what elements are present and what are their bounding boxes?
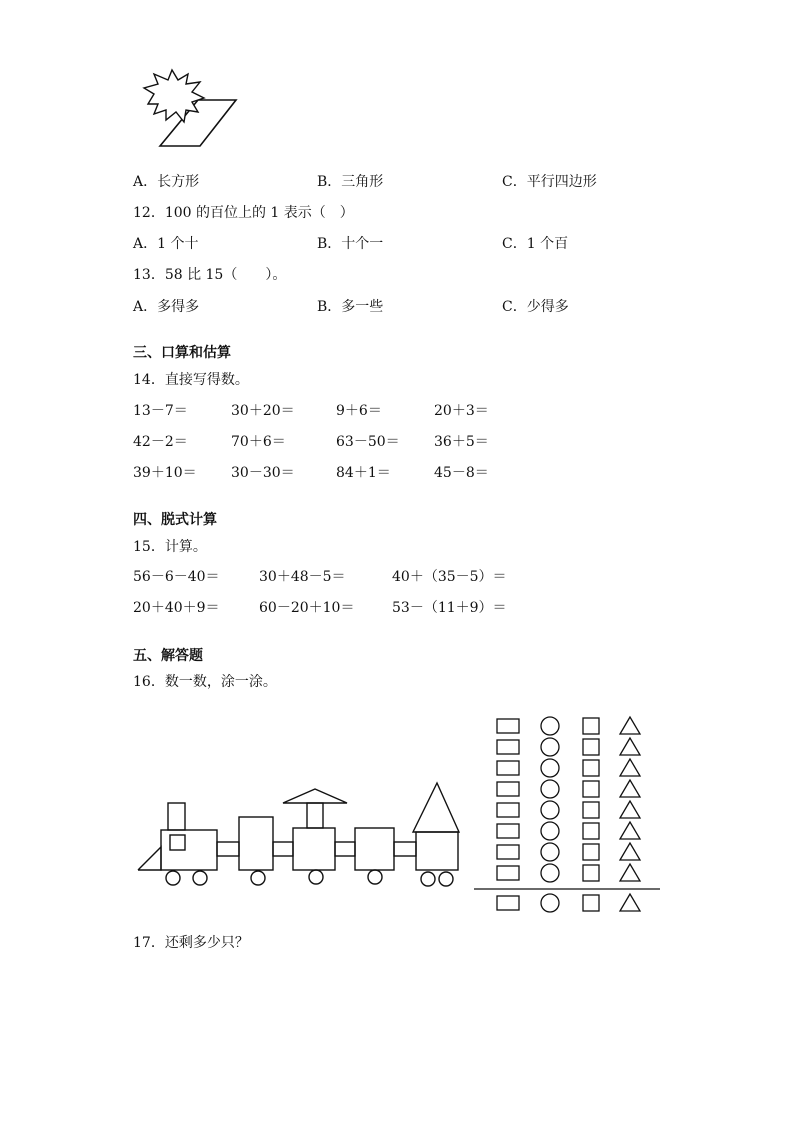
q17-stem: 17．还剩多少只？ xyxy=(133,935,249,951)
q15-cell: 30＋48－5＝ xyxy=(259,569,346,585)
shape-count-chart xyxy=(470,712,665,917)
q12-stem: 12．100 的百位上的 1 表示（ ） xyxy=(133,205,354,221)
q11-option-b[interactable]: B．三角形 xyxy=(317,174,384,190)
q15-cell: 56－6－40＝ xyxy=(133,569,220,585)
q14-cell: 30＋20＝ xyxy=(231,403,295,419)
q14-stem: 14．直接写得数。 xyxy=(133,372,249,388)
q15-cell: 40＋（35－5）＝ xyxy=(392,569,507,585)
q15-cell: 20＋40＋9＝ xyxy=(133,600,220,616)
rectangle-shape xyxy=(497,761,519,775)
square-shape xyxy=(583,760,599,776)
circle-shape xyxy=(541,822,559,840)
circle-shape xyxy=(541,864,559,882)
circle-shape xyxy=(541,843,559,861)
q12-option-b[interactable]: B．十个一 xyxy=(317,236,384,252)
triangle-shape xyxy=(620,864,640,881)
section5-title: 五、解答题 xyxy=(133,648,203,664)
circle-shape xyxy=(541,717,559,735)
square-shape xyxy=(583,823,599,839)
rectangle-shape xyxy=(497,740,519,754)
triangle-shape xyxy=(620,759,640,776)
rectangle-shape xyxy=(497,845,519,859)
q11-option-c[interactable]: C．平行四边形 xyxy=(502,174,597,190)
circle-shape xyxy=(541,801,559,819)
section3-title: 三、口算和估算 xyxy=(133,345,231,361)
q14-cell: 20＋3＝ xyxy=(434,403,489,419)
q15-stem: 15．计算。 xyxy=(133,539,207,555)
q15-cell: 60－20＋10＝ xyxy=(259,600,355,616)
rectangle-shape xyxy=(497,719,519,733)
square-shape xyxy=(583,739,599,755)
rectangle-shape xyxy=(497,896,519,910)
square-shape xyxy=(583,895,599,911)
triangle-shape xyxy=(620,801,640,818)
square-shape xyxy=(583,865,599,881)
triangle-shape xyxy=(620,894,640,911)
q14-cell: 63－50＝ xyxy=(336,434,400,450)
parallelogram-figure xyxy=(140,70,240,150)
square-shape xyxy=(583,718,599,734)
q15-cell: 53－（11＋9）＝ xyxy=(392,600,507,616)
q13-stem: 13．58 比 15（ ）。 xyxy=(133,267,287,283)
section4-title: 四、脱式计算 xyxy=(133,512,217,528)
triangle-shape xyxy=(620,717,640,734)
q14-cell: 42－2＝ xyxy=(133,434,188,450)
square-shape xyxy=(583,802,599,818)
triangle-shape xyxy=(620,843,640,860)
q13-option-a[interactable]: A．多得多 xyxy=(133,299,200,315)
circle-shape xyxy=(541,738,559,756)
q14-cell: 84＋1＝ xyxy=(336,465,391,481)
q14-cell: 70＋6＝ xyxy=(231,434,286,450)
q14-cell: 9＋6＝ xyxy=(336,403,382,419)
circle-shape xyxy=(541,894,559,912)
q11-option-a[interactable]: A．长方形 xyxy=(133,174,200,190)
triangle-shape xyxy=(620,780,640,797)
circle-shape xyxy=(541,780,559,798)
rectangle-shape xyxy=(497,803,519,817)
q13-option-b[interactable]: B．多一些 xyxy=(317,299,384,315)
rectangle-shape xyxy=(497,782,519,796)
triangle-shape xyxy=(620,822,640,839)
square-shape xyxy=(583,844,599,860)
train-figure xyxy=(135,775,465,890)
q12-option-a[interactable]: A．1 个十 xyxy=(133,236,199,252)
q14-cell: 39＋10＝ xyxy=(133,465,197,481)
rectangle-shape xyxy=(497,866,519,880)
q16-stem: 16．数一数，涂一涂。 xyxy=(133,674,277,690)
triangle-shape xyxy=(620,738,640,755)
rectangle-shape xyxy=(497,824,519,838)
q13-option-c[interactable]: C．少得多 xyxy=(502,299,569,315)
q14-cell: 45－8＝ xyxy=(434,465,489,481)
q12-option-c[interactable]: C．1 个百 xyxy=(502,236,569,252)
q14-cell: 36＋5＝ xyxy=(434,434,489,450)
q14-cell: 30－30＝ xyxy=(231,465,295,481)
q14-cell: 13－7＝ xyxy=(133,403,188,419)
square-shape xyxy=(583,781,599,797)
circle-shape xyxy=(541,759,559,777)
